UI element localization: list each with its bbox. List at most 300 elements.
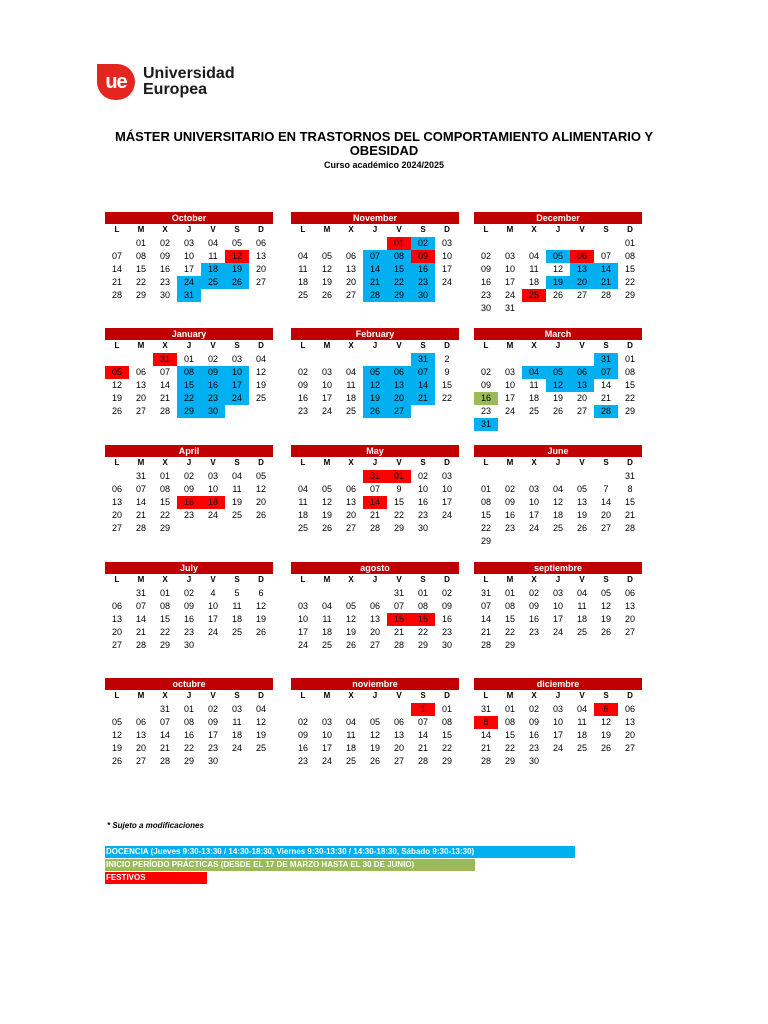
- day-cell: 23: [159, 277, 170, 287]
- day-cell: [201, 522, 225, 535]
- day-cell: [546, 237, 570, 250]
- week-row: [474, 418, 642, 431]
- day-cell: 18: [345, 393, 356, 403]
- day-cell: 15: [624, 497, 635, 507]
- week-row: [474, 276, 642, 289]
- month-april: [105, 445, 273, 535]
- day-cell: [387, 703, 411, 716]
- day-cell: 31: [177, 289, 201, 302]
- month-header: May: [291, 445, 459, 457]
- day-cell: 5: [234, 588, 240, 598]
- day-cell: [522, 418, 546, 431]
- day-cell: 31: [594, 353, 618, 366]
- week-row: [105, 626, 273, 639]
- day-cell: 16: [474, 392, 498, 405]
- week-row: [474, 379, 642, 392]
- day-cell: 20: [624, 614, 635, 624]
- day-cell: 03: [231, 704, 242, 714]
- weekday-label: L: [300, 225, 306, 234]
- weekday-label: J: [555, 225, 561, 234]
- weekday-label: L: [300, 575, 306, 584]
- day-cell: 13: [135, 730, 146, 740]
- day-cell: 03: [231, 354, 242, 364]
- day-cell: 21: [600, 393, 611, 403]
- day-cell: 19: [255, 614, 266, 624]
- day-cell: 17: [207, 730, 218, 740]
- day-cell: [363, 353, 387, 366]
- day-cell: 15: [504, 614, 515, 624]
- weekday-label: M: [506, 691, 514, 700]
- day-cell: 14: [480, 730, 491, 740]
- day-cell: 10: [417, 484, 428, 494]
- day-cell: 03: [441, 238, 452, 248]
- weekday-label: S: [603, 225, 609, 234]
- day-cell: 12: [600, 717, 611, 727]
- weekday-label: D: [258, 341, 264, 350]
- day-cell: [498, 470, 522, 483]
- day-cell: 13: [393, 730, 404, 740]
- day-cell: 12: [321, 497, 332, 507]
- week-row: [105, 496, 273, 509]
- day-cell: 03: [504, 251, 515, 261]
- weekday-label: L: [483, 341, 489, 350]
- weekday-label: L: [300, 691, 306, 700]
- day-cell: 06: [624, 704, 635, 714]
- week-row: [105, 470, 273, 483]
- day-cell: 14: [159, 730, 170, 740]
- day-cell: 24: [552, 743, 563, 753]
- day-cell: 26: [363, 405, 387, 418]
- day-cell: 02: [411, 237, 435, 250]
- day-cell: 29: [387, 289, 411, 302]
- day-cell: 29: [504, 756, 515, 766]
- day-cell: 02: [207, 704, 218, 714]
- day-cell: [315, 703, 339, 716]
- day-cell: 29: [441, 756, 452, 766]
- day-cell: 25: [255, 393, 266, 403]
- day-cell: 12: [255, 484, 266, 494]
- page-subtitle: Curso académico 2024/2025: [323, 160, 445, 170]
- day-cell: [546, 302, 570, 315]
- weekday-label: X: [531, 341, 537, 350]
- day-cell: 23: [183, 510, 194, 520]
- day-cell: 21: [480, 627, 491, 637]
- day-cell: 21: [624, 510, 635, 520]
- day-cell: 11: [346, 730, 356, 740]
- day-cell: 21: [159, 743, 170, 753]
- day-cell: 17: [321, 743, 332, 753]
- weekday-row: [474, 224, 642, 237]
- month-header: December: [474, 212, 642, 224]
- day-cell: 13: [570, 263, 594, 276]
- day-cell: [387, 353, 411, 366]
- weekday-label: M: [137, 575, 145, 584]
- day-cell: 21: [480, 743, 491, 753]
- day-cell: 26: [111, 406, 122, 416]
- day-cell: 15: [159, 614, 170, 624]
- day-cell: 19: [576, 510, 587, 520]
- day-cell: 15: [441, 730, 452, 740]
- day-cell: [339, 703, 363, 716]
- day-cell: [498, 535, 522, 548]
- weekday-label: V: [210, 341, 216, 350]
- day-cell: [498, 418, 522, 431]
- day-cell: 19: [321, 277, 332, 287]
- week-row: [474, 729, 642, 742]
- day-cell: 27: [345, 523, 356, 533]
- day-cell: 17: [504, 277, 515, 287]
- day-cell: [570, 237, 594, 250]
- day-cell: [225, 289, 249, 302]
- day-cell: 17: [552, 614, 563, 624]
- week-row: [474, 703, 642, 716]
- day-cell: 29: [480, 536, 491, 546]
- day-cell: [201, 289, 225, 302]
- day-cell: [201, 639, 225, 652]
- day-cell: 16: [480, 277, 491, 287]
- day-cell: [546, 470, 570, 483]
- day-cell: 31: [480, 704, 491, 714]
- day-cell: 22: [480, 523, 491, 533]
- day-cell: 23: [207, 743, 218, 753]
- day-cell: 06: [345, 484, 356, 494]
- week-row: [474, 626, 642, 639]
- weekday-label: V: [579, 575, 585, 584]
- weekday-label: J: [555, 575, 561, 584]
- day-cell: 4: [210, 588, 216, 598]
- day-cell: 10: [321, 380, 332, 390]
- logo-line-2: Europea: [143, 81, 208, 98]
- weekday-label: J: [186, 691, 192, 700]
- day-cell: 12: [363, 379, 387, 392]
- day-cell: 27: [387, 405, 411, 418]
- day-cell: 10: [441, 484, 452, 494]
- weekday-label: X: [162, 225, 168, 234]
- day-cell: 11: [232, 717, 242, 727]
- day-cell: 16: [417, 497, 428, 507]
- weekday-label: L: [114, 341, 120, 350]
- weekday-label: M: [137, 341, 145, 350]
- day-cell: [249, 522, 273, 535]
- day-cell: 11: [232, 484, 242, 494]
- day-cell: 24: [441, 277, 452, 287]
- day-cell: 21: [594, 276, 618, 289]
- day-cell: 17: [441, 497, 452, 507]
- day-cell: 11: [298, 264, 308, 274]
- day-cell: 12: [345, 614, 356, 624]
- day-cell: 03: [552, 704, 563, 714]
- day-cell: 14: [600, 380, 611, 390]
- week-row: [291, 392, 459, 405]
- day-cell: 06: [570, 250, 594, 263]
- day-cell: 10: [441, 251, 452, 261]
- day-cell: [363, 703, 387, 716]
- weekday-label: J: [186, 225, 192, 234]
- day-cell: 08: [177, 366, 201, 379]
- day-cell: 30: [159, 290, 170, 300]
- day-cell: 28: [600, 290, 611, 300]
- week-row: [474, 366, 642, 379]
- day-cell: 14: [600, 497, 611, 507]
- day-cell: 07: [369, 484, 380, 494]
- day-cell: 27: [111, 523, 122, 533]
- day-cell: 03: [504, 367, 515, 377]
- day-cell: 20: [570, 276, 594, 289]
- disclaimer-note: * Sujeto a modificaciones: [107, 821, 204, 830]
- day-cell: [570, 535, 594, 548]
- day-cell: 02: [417, 471, 428, 481]
- month-march: [474, 328, 642, 431]
- weekday-label: D: [627, 225, 633, 234]
- day-cell: 24: [297, 640, 308, 650]
- day-cell: 27: [135, 756, 146, 766]
- day-cell: 02: [528, 588, 539, 598]
- day-cell: 05: [105, 366, 129, 379]
- day-cell: 07: [159, 367, 170, 377]
- day-cell: 31: [363, 470, 387, 483]
- day-cell: 06: [624, 588, 635, 598]
- day-cell: 23: [201, 392, 225, 405]
- day-cell: 18: [231, 614, 242, 624]
- week-row: [105, 353, 273, 366]
- day-cell: 12: [255, 717, 266, 727]
- day-cell: [291, 470, 315, 483]
- day-cell: 12: [369, 730, 380, 740]
- day-cell: 06: [111, 484, 122, 494]
- weekday-label: S: [234, 225, 240, 234]
- day-cell: 25: [345, 406, 356, 416]
- weekday-label: M: [323, 458, 331, 467]
- day-cell: 04: [321, 601, 332, 611]
- day-cell: 10: [207, 601, 218, 611]
- weekday-label: L: [483, 575, 489, 584]
- day-cell: 06: [345, 251, 356, 261]
- day-cell: [546, 755, 570, 768]
- weekday-label: S: [420, 691, 426, 700]
- day-cell: 13: [135, 380, 146, 390]
- month-june: [474, 445, 642, 548]
- day-cell: 6: [258, 588, 264, 598]
- day-cell: 25: [297, 523, 308, 533]
- day-cell: [363, 587, 387, 600]
- day-cell: 08: [441, 717, 452, 727]
- day-cell: [339, 353, 363, 366]
- month-header: March: [474, 328, 642, 340]
- day-cell: 11: [577, 601, 587, 611]
- day-cell: 01: [387, 470, 411, 483]
- day-cell: [435, 522, 459, 535]
- weekday-label: L: [483, 458, 489, 467]
- day-cell: 14: [417, 730, 428, 740]
- day-cell: 09: [480, 380, 491, 390]
- week-row: [105, 600, 273, 613]
- day-cell: 27: [369, 640, 380, 650]
- day-cell: 04: [576, 588, 587, 598]
- weekday-label: L: [114, 691, 120, 700]
- month-february: [291, 328, 459, 418]
- day-cell: 12: [111, 730, 122, 740]
- day-cell: 09: [159, 251, 170, 261]
- day-cell: 25: [528, 406, 539, 416]
- month-septiembre: [474, 562, 642, 652]
- day-cell: 24: [207, 510, 218, 520]
- day-cell: 26: [111, 756, 122, 766]
- month-agosto: [291, 562, 459, 652]
- week-row: [105, 379, 273, 392]
- day-cell: 27: [624, 627, 635, 637]
- weekday-label: M: [137, 225, 145, 234]
- day-cell: 01: [417, 588, 428, 598]
- day-cell: 23: [528, 743, 539, 753]
- day-cell: 04: [552, 484, 563, 494]
- day-cell: [363, 237, 387, 250]
- day-cell: 13: [624, 601, 635, 611]
- day-cell: 09: [441, 601, 452, 611]
- day-cell: [570, 302, 594, 315]
- day-cell: 26: [345, 640, 356, 650]
- day-cell: 20: [387, 392, 411, 405]
- day-cell: 23: [480, 406, 491, 416]
- day-cell: 20: [255, 497, 266, 507]
- week-row: [291, 729, 459, 742]
- day-cell: 31: [474, 418, 498, 431]
- day-cell: [315, 353, 339, 366]
- week-row: [291, 587, 459, 600]
- day-cell: 16: [528, 730, 539, 740]
- weekday-row: [291, 690, 459, 703]
- day-cell: 03: [552, 588, 563, 598]
- day-cell: 06: [369, 601, 380, 611]
- day-cell: 29: [624, 406, 635, 416]
- day-cell: 01: [441, 704, 452, 714]
- day-cell: 28: [624, 523, 635, 533]
- week-row: [291, 237, 459, 250]
- day-cell: 26: [600, 627, 611, 637]
- weekday-label: M: [323, 575, 331, 584]
- day-cell: 18: [231, 730, 242, 740]
- day-cell: 27: [111, 640, 122, 650]
- day-cell: 23: [297, 406, 308, 416]
- week-row: [474, 496, 642, 509]
- day-cell: [225, 405, 249, 418]
- day-cell: 28: [135, 640, 146, 650]
- week-row: [105, 289, 273, 302]
- day-cell: 21: [135, 627, 146, 637]
- logo-text: [143, 66, 235, 98]
- day-cell: 05: [546, 366, 570, 379]
- week-row: [105, 755, 273, 768]
- day-cell: 08: [480, 497, 491, 507]
- week-row: [105, 366, 273, 379]
- day-cell: 23: [417, 510, 428, 520]
- day-cell: 09: [201, 366, 225, 379]
- day-cell: 30: [441, 640, 452, 650]
- month-header: June: [474, 445, 642, 457]
- weekday-label: M: [137, 691, 145, 700]
- week-row: [105, 263, 273, 276]
- weekday-row: [291, 224, 459, 237]
- day-cell: 22: [183, 743, 194, 753]
- weekday-label: J: [555, 691, 561, 700]
- day-cell: 14: [480, 614, 491, 624]
- day-cell: 02: [159, 238, 170, 248]
- day-cell: 26: [321, 523, 332, 533]
- day-cell: 05: [546, 250, 570, 263]
- day-cell: [474, 237, 498, 250]
- day-cell: [225, 639, 249, 652]
- day-cell: 20: [576, 393, 587, 403]
- day-cell: 10: [297, 614, 308, 624]
- day-cell: 01: [183, 704, 194, 714]
- day-cell: 27: [576, 290, 587, 300]
- weekday-label: X: [162, 691, 168, 700]
- weekday-label: V: [579, 691, 585, 700]
- day-cell: 14: [159, 380, 170, 390]
- day-cell: 04: [522, 366, 546, 379]
- weekday-label: X: [348, 458, 354, 467]
- page-title: MÁSTER UNIVERSITARIO EN TRASTORNOS DEL COMPORTAMIENTO ALIMENTARIO Y OBESIDAD: [114, 129, 654, 158]
- weekday-label: X: [531, 458, 537, 467]
- weekday-row: [105, 340, 273, 353]
- day-cell: [594, 639, 618, 652]
- day-cell: 03: [321, 717, 332, 727]
- day-cell: 19: [345, 627, 356, 637]
- day-cell: 03: [441, 471, 452, 481]
- weekday-label: S: [603, 341, 609, 350]
- day-cell: 17: [297, 627, 308, 637]
- day-cell: [522, 535, 546, 548]
- day-cell: 29: [159, 523, 170, 533]
- week-row: [291, 742, 459, 755]
- day-cell: [129, 703, 153, 716]
- day-cell: 05: [345, 601, 356, 611]
- day-cell: 29: [417, 640, 428, 650]
- day-cell: [570, 418, 594, 431]
- day-cell: 15: [159, 497, 170, 507]
- day-cell: 15: [393, 497, 404, 507]
- day-cell: 02: [207, 354, 218, 364]
- day-cell: [105, 353, 129, 366]
- day-cell: 10: [504, 264, 515, 274]
- day-cell: 21: [159, 393, 170, 403]
- day-cell: 09: [297, 730, 308, 740]
- day-cell: 05: [111, 717, 122, 727]
- week-row: [474, 237, 642, 250]
- day-cell: 20: [369, 627, 380, 637]
- day-cell: 17: [552, 730, 563, 740]
- weekday-label: J: [372, 458, 378, 467]
- day-cell: [105, 703, 129, 716]
- day-cell: 26: [321, 290, 332, 300]
- day-cell: 26: [552, 406, 563, 416]
- day-cell: 02: [441, 588, 452, 598]
- day-cell: 09: [528, 717, 539, 727]
- weekday-label: D: [444, 691, 450, 700]
- day-cell: 06: [570, 366, 594, 379]
- weekday-label: J: [372, 691, 378, 700]
- week-row: [291, 626, 459, 639]
- month-january: [105, 328, 273, 418]
- day-cell: 19: [552, 393, 563, 403]
- day-cell: 13: [255, 251, 266, 261]
- week-row: [474, 483, 642, 496]
- day-cell: 22: [177, 392, 201, 405]
- month-header: November: [291, 212, 459, 224]
- day-cell: 20: [600, 510, 611, 520]
- day-cell: 14: [411, 379, 435, 392]
- day-cell: 18: [201, 496, 225, 509]
- day-cell: 24: [504, 290, 515, 300]
